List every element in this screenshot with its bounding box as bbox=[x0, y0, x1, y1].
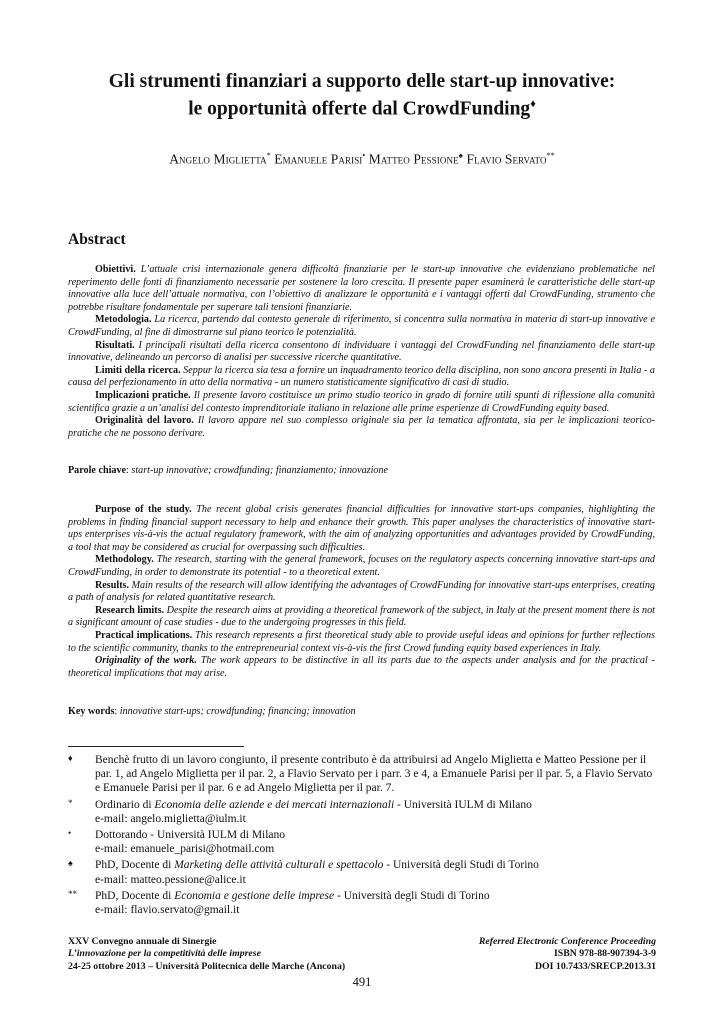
footnote bbox=[68, 753, 658, 796]
abstract-paragraph bbox=[68, 415, 655, 440]
abstract-heading: Abstract bbox=[68, 231, 126, 248]
abstract-text: This research represents a first theoretical study able to provide useful ideas and opinions for further reflections to the scientific community, thanks to the entrepreneurial context vis-à-vis the first Crowd funding equity based experiences in Italy. bbox=[68, 629, 655, 654]
abstract-paragraph bbox=[68, 655, 655, 680]
abstract-paragraph bbox=[68, 365, 655, 390]
footer-conference bbox=[68, 936, 345, 973]
footnote-email: e-mail: emanuele_parisi@hotmail.com bbox=[95, 843, 275, 856]
abstract-label: Results. bbox=[95, 579, 130, 591]
footnotes bbox=[68, 753, 658, 919]
footnote bbox=[68, 798, 658, 826]
author-mark: • bbox=[362, 151, 366, 160]
author-mark: ** bbox=[546, 151, 555, 160]
footnote-text: Benchè frutto di un lavoro congiunto, il presente contributo è da attribuirsi ad Angelo Miglietta e Matteo Pessione per il par. 1, ad Angelo Miglietta per il par. 2, a Flavio Servato per i parr. 3 e 4, a Emanuele Parisi per il par. 5, a Flavio Servato e Emanuele Parisi per il par. 6 e ad Angelo Miglietta per il par. 7. bbox=[95, 754, 653, 795]
footnote-affiliation: Dottorando - Università IULM di Milano bbox=[95, 829, 286, 842]
title-line-1: Gli strumenti finanziari a supporto delle start-up innovative: bbox=[108, 71, 616, 92]
abstract-label: Methodology. bbox=[95, 554, 154, 566]
abstract-text: Despite the research aims at providing a theoretical framework of the subject, in Italy at the present moment there is not a significant amount of case studies - due to the undergoing progresses in this field. bbox=[68, 604, 655, 629]
abstract-text: The work appears to be distinctive in all its parts due to the aspects under analysis and for the practical - theoretical implications that may arise. bbox=[68, 655, 655, 679]
title-footnote-mark: ♦ bbox=[530, 98, 536, 110]
abstract-paragraph bbox=[68, 390, 655, 415]
footnote-affil: - Università degli Studi di Torino bbox=[334, 889, 490, 902]
abstract-label: Originalità del lavoro. bbox=[95, 415, 194, 427]
keywords-english: Key words: innovative start-ups; crowdfunding; financing; innovation bbox=[68, 706, 356, 717]
abstract-label: Practical implications. bbox=[95, 629, 193, 641]
keywords-italian: Parole chiave: start-up innovative; crowdfunding; finanziamento; innovazione bbox=[68, 465, 389, 476]
author-mark: ♠ bbox=[458, 151, 464, 160]
footnote-mark: • bbox=[68, 828, 72, 839]
abstract-label: Risultati. bbox=[95, 339, 135, 351]
footer-conference-date: 24-25 ottobre 2013 – Università Politecnica delle Marche (Ancona) bbox=[68, 960, 346, 972]
abstract-paragraph bbox=[68, 264, 655, 314]
page-number: 491 bbox=[352, 975, 372, 989]
footnote bbox=[68, 828, 658, 856]
author-list bbox=[60, 151, 664, 168]
abstract-italian bbox=[68, 264, 655, 440]
author-name: Emanuele Parisi bbox=[274, 151, 363, 167]
abstract-text: L’attuale crisi internazionale genera difficoltà finanziarie per le start-up innovative che evidenziano problematiche nel reperimento delle fonti di finanziamento necessarie per sostenere la loro crescita. Il presente paper esaminerà le caratteristiche delle start-up innovative alla luce dell’attuale normativa, con l’obiettivo di analizzare le opportunità e i vantaggi offerti dal CrowdFunding, strumento che potrebbe risultare fondamentale per superare tali tensioni finanziarie. bbox=[68, 264, 655, 313]
abstract-text: The research, starting with the general framework, focuses on the regulatory aspects concerning innovative start-ups and CrowdFunding, in order to demonstrate its potential - to a theoretical extent. bbox=[68, 554, 655, 578]
footnote-mark: ♠ bbox=[68, 858, 73, 869]
keywords-value: innovative start-ups; crowdfunding; financing; innovation bbox=[119, 706, 356, 717]
footnote-role: PhD, Docente di bbox=[95, 859, 175, 872]
abstract-label: Implicazioni pratiche. bbox=[95, 389, 191, 401]
footnote-affil: - Università degli Studi di Torino bbox=[383, 859, 539, 872]
abstract-label: Obiettivi. bbox=[95, 264, 136, 275]
abstract-paragraph bbox=[68, 504, 655, 554]
keywords-label: Key words bbox=[68, 706, 115, 717]
footer-isbn: ISBN 978-88-907394-3-9 bbox=[553, 948, 656, 960]
footnote bbox=[68, 889, 658, 917]
abstract-text: I principali risultati della ricerca consentono di individuare i vantaggi del CrowdFunding nel finanziamento delle start-up innovative, delineando un percorso di analisi per successive ricerche quantitative. bbox=[68, 339, 655, 364]
author-name: Angelo Miglietta bbox=[169, 151, 267, 167]
abstract-english bbox=[68, 504, 655, 680]
footnote-affil: - Università IULM di Milano bbox=[394, 798, 532, 811]
abstract-label: Purpose of the study. bbox=[95, 504, 192, 515]
title-line-2-text: le opportunità offerte dal CrowdFunding bbox=[188, 98, 531, 120]
abstract-label: Metodologia. bbox=[95, 314, 152, 326]
abstract-paragraph bbox=[68, 605, 655, 630]
footer-publication bbox=[479, 936, 656, 973]
abstract-text: Seppur la ricerca sia tesa a fornire un inquadramento teorico della disciplina, non sono ancora presenti in Italia - a causa del perfezionamento in atto della normativa - un numero statisticamente significativo di casi di studio. bbox=[68, 364, 655, 389]
abstract-paragraph bbox=[68, 630, 655, 655]
title-line-2 bbox=[60, 93, 664, 121]
paper-title bbox=[60, 70, 664, 121]
keywords-label: Parole chiave bbox=[68, 465, 127, 476]
footer-doi: DOI 10.7433/SRECP.2013.31 bbox=[534, 960, 656, 972]
footnote-field: Economia e gestione delle imprese bbox=[174, 889, 335, 902]
footnote-role: PhD, Docente di bbox=[95, 889, 175, 902]
author-mark: * bbox=[266, 151, 271, 160]
footnote-email: e-mail: flavio.servato@gmail.it bbox=[95, 904, 240, 917]
footnote-affiliation bbox=[95, 858, 658, 872]
author-name: Flavio Servato bbox=[466, 151, 547, 167]
footer-proceeding: Referred Electronic Conference Proceeding bbox=[478, 936, 656, 947]
abstract-text: The recent global crisis generates financial difficulties for innovative start-ups companies, highlighting the problems in finding financial support necessary to help and enhance their growth. This paper analyses the characteristics of innovative start-ups enterprises vis-à-vis the actual regulatory framework, with the aim of analyzing opportunities and advantages provided by CrowdFunding, a tool that may be considered as crucial for overpassing such difficulties. bbox=[68, 504, 655, 553]
abstract-text: La ricerca, partendo dal contesto generale di riferimento, si concentra sulla normativa in materia di start-up innovative e CrowdFunding, al fine di dimostrarne sul piano teorico le potenzialità. bbox=[68, 314, 655, 338]
abstract-label: Originality of the work. bbox=[95, 655, 197, 667]
footnote-mark: * bbox=[68, 797, 73, 808]
footnote-email: e-mail: angelo.miglietta@iulm.it bbox=[95, 812, 246, 825]
footnote-mark: ** bbox=[68, 888, 77, 899]
footnote-role: Ordinario di bbox=[95, 798, 155, 811]
footnote-email: e-mail: matteo.pessione@alice.it bbox=[95, 873, 246, 886]
footnote-mark: ♦ bbox=[68, 753, 73, 763]
abstract-text: Il presente lavoro costituisce un primo studio teorico in grado di fornire utili spunti di riflessione alla comunità scientifica grazie a un’analisi del contesto imprenditoriale italiano in relazione alle prime esperienze di CrowdFunding equity based. bbox=[68, 389, 655, 414]
abstract-label: Research limits. bbox=[95, 604, 165, 616]
footnote-divider bbox=[68, 746, 244, 747]
footnote-affiliation bbox=[95, 889, 658, 903]
keywords-value: start-up innovative; crowdfunding; finanziamento; innovazione bbox=[131, 465, 389, 476]
abstract-paragraph bbox=[68, 314, 655, 339]
footnote bbox=[68, 858, 658, 886]
author-name: Matteo Pessione bbox=[368, 151, 459, 167]
footer-conference-theme: L’innovazione per la competitività delle imprese bbox=[68, 948, 261, 960]
footnote-affiliation bbox=[95, 798, 658, 812]
abstract-text: Main results of the research will allow identifying the advantages of CrowdFunding for innovative start-ups enterprises, creating a path of analysis for related quantitative research. bbox=[68, 579, 655, 604]
abstract-paragraph bbox=[68, 554, 655, 579]
abstract-label: Limiti della ricerca. bbox=[95, 364, 181, 376]
footnote-field: Economia delle aziende e dei mercati internazionali bbox=[154, 798, 395, 811]
footer-conference-name: XXV Convegno annuale di Sinergie bbox=[68, 936, 217, 947]
abstract-paragraph bbox=[68, 340, 655, 365]
footnote-field: Marketing delle attività culturali e spettacolo bbox=[174, 859, 384, 872]
abstract-paragraph bbox=[68, 580, 655, 605]
abstract-text: Il lavoro appare nel suo complesso originale sia per la tematica affrontata, sia per le implicazioni teorico-pratiche che ne possono derivare. bbox=[68, 415, 656, 439]
